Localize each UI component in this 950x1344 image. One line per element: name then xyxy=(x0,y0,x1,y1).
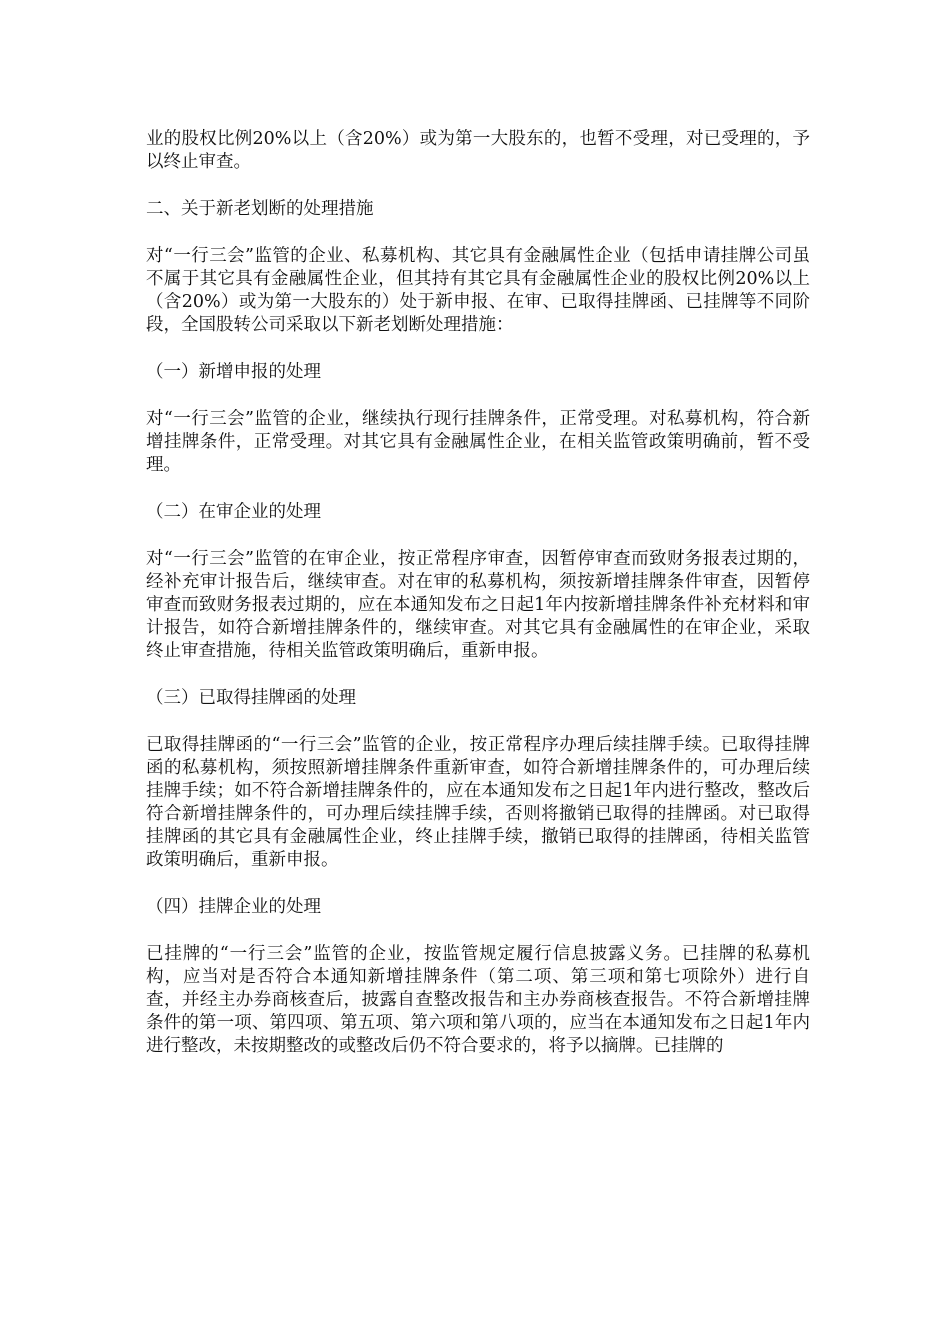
paragraph-continuation: 业的股权比例20%以上（含20%）或为第一大股东的，也暂不受理，对已受理的，予以终止审查。 xyxy=(146,129,810,172)
section-heading-new-old: 二、关于新老划断的处理措施 xyxy=(146,199,374,219)
subheading-listing-letter: （三）已取得挂牌函的处理 xyxy=(146,688,356,708)
paragraph-measures-intro: 对“一行三会”监管的企业、私募机构、其它具有金融属性企业（包括申请挂牌公司虽不属于其它具有金融属性企业，但其持有其它具有金融属性企业的股权比例20%以上（含20%）或为第一大股东的）处于新申报、在审、已取得挂牌函、已挂牌等不同阶段，全国股转公司采取以下新老划断处理措施： xyxy=(146,246,810,335)
subheading-under-review: （二）在审企业的处理 xyxy=(146,502,321,522)
paragraph-under-review: 对“一行三会”监管的在审企业，按正常程序审查，因暂停审查而致财务报表过期的，经补充审计报告后，继续审查。对在审的私募机构，须按新增挂牌条件审查，因暂停审查而致财务报表过期的，应在本通知发布之日起1年内按新增挂牌条件补充材料和审计报告，如符合新增挂牌条件的，继续审查。对其它具有金融属性的在审企业，采取终止审查措施，待相关监管政策明确后，重新申报。 xyxy=(146,549,810,661)
document-page xyxy=(146,128,810,1082)
paragraph-new-application: 对“一行三会”监管的企业，继续执行现行挂牌条件，正常受理。对私募机构，符合新增挂牌条件，正常受理。对其它具有金融属性企业，在相关监管政策明确前，暂不受理。 xyxy=(146,409,810,475)
paragraph-listed-companies: 已挂牌的“一行三会”监管的企业，按监管规定履行信息披露义务。已挂牌的私募机构，应当对是否符合本通知新增挂牌条件（第二项、第三项和第七项除外）进行自查，并经主办券商核查后，披露自查整改报告和主办券商核查报告。不符合新增挂牌条件的第一项、第四项、第五项、第六项和第八项的，应当在本通知发布之日起1年内进行整改，未按期整改的或整改后仍不符合要求的，将予以摘牌。已挂牌的 xyxy=(146,944,810,1056)
paragraph-listing-letter: 已取得挂牌函的“一行三会”监管的企业，按正常程序办理后续挂牌手续。已取得挂牌函的私募机构，须按照新增挂牌条件重新审查，如符合新增挂牌条件的，可办理后续挂牌手续；如不符合新增挂牌条件的，应在本通知发布之日起1年内进行整改，整改后符合新增挂牌条件的，可办理后续挂牌手续，否则将撤销已取得的挂牌函。对已取得挂牌函的其它具有金融属性企业，终止挂牌手续，撤销已取得的挂牌函，待相关监管政策明确后，重新申报。 xyxy=(146,735,810,870)
subheading-new-application: （一）新增申报的处理 xyxy=(146,362,321,382)
subheading-listed-companies: （四）挂牌企业的处理 xyxy=(146,897,321,917)
